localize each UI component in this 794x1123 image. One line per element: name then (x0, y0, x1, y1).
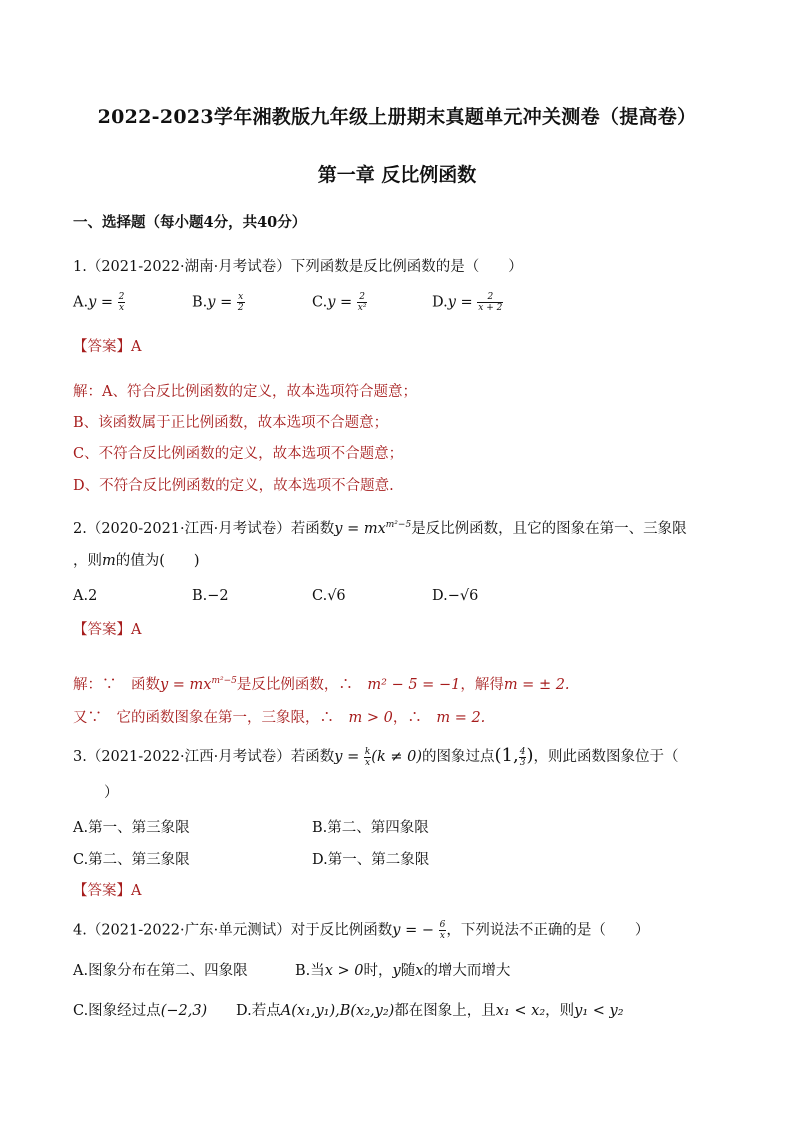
q2-option-c: C.√6 (312, 588, 346, 604)
question-3-stem: 3.（2021-2022·江西·月考试卷）若函数y = $\frac{k}{x}$ (k ≠ 0)的图象过点(1, $\frac{4}{3}$ )，则此函数图象位于（ (73, 745, 679, 768)
question-2-stem-cont: ，则m的值为( ) (73, 553, 200, 569)
q4-option-a: A.图象分布在第二、四象限 (73, 963, 248, 979)
q1-option-c: C.y = $\frac{2}{\text{x²}}$ (312, 292, 367, 313)
q1-explanation-line: 解：A、符合反比例函数的定义，故本选项符合题意； (73, 384, 417, 400)
q2-option-a: A.2 (73, 588, 98, 604)
q1-option-a: A.y = $\frac{2}{x}$ (73, 292, 125, 313)
q1-option-b: B.y = $\frac{x}{2}$ (192, 292, 244, 313)
q3-answer: 【答案】A (73, 883, 142, 899)
q4-option-b: B.当x > 0时，y随x的增大而增大 (295, 963, 511, 979)
q2-explanation-line-1: 解：∵ 函数$y = mx^{m^2-5}$是反比例函数，∴ m² − 5 = −1，解得m = ± 2. (73, 676, 570, 693)
q3-option-a: A.第一、第三象限 (73, 820, 190, 836)
q2-option-b: B.−2 (192, 588, 229, 604)
q3-option-d: D.第一、第二象限 (312, 852, 430, 868)
q1-option-d: D.y = $\frac{2}{x + 2}$ (432, 292, 503, 313)
q4-option-d: D.若点A(x₁,y₁),B(x₂,y₂)都在图象上，且x₁ < x₂，则y₁ < y₂ (236, 1003, 624, 1019)
q3-option-b: B.第二、第四象限 (312, 820, 429, 836)
q2-option-d: D.−√6 (432, 588, 479, 604)
question-1-stem: 1.（2021-2022·湖南·月考试卷）下列函数是反比例函数的是（ ） (73, 259, 523, 275)
q4-option-c: C.图象经过点(−2,3) (73, 1003, 208, 1019)
chapter-title: 第一章 反比例函数 (317, 164, 477, 186)
q2-explanation-line-2: 又∵ 它的函数图象在第一，三象限，∴ m > 0，∴ m = 2. (73, 710, 486, 726)
q1-explanation-line: C、不符合反比例函数的定义，故本选项不合题意； (73, 446, 404, 462)
q1-explanation-line: B、该函数属于正比例函数，故本选项不合题意； (73, 415, 389, 431)
question-2-stem: 2.（2020-2021·江西·月考试卷）若函数$y = mx^{m^2-5}$是反比例函数，且它的图象在第一、三象限 (73, 520, 687, 537)
q2-answer: 【答案】A (73, 622, 142, 638)
question-3-stem-cont: ） (104, 785, 119, 801)
page-title: 2022-2023学年湘教版九年级上册期末真题单元冲关测卷（提高卷） (97, 106, 697, 128)
q3-option-c: C.第二、第三象限 (73, 852, 190, 868)
question-4-stem: 4.（2021-2022·广东·单元测试）对于反比例函数y = − $\frac{6}{x}$ ，下列说法不正确的是（ ） (73, 920, 650, 941)
q1-explanation-line: D、不符合反比例函数的定义，故本选项不合题意. (73, 478, 394, 494)
q1-answer: 【答案】A (73, 339, 142, 355)
section-header: 一、选择题（每小题4分，共40分） (73, 214, 307, 231)
